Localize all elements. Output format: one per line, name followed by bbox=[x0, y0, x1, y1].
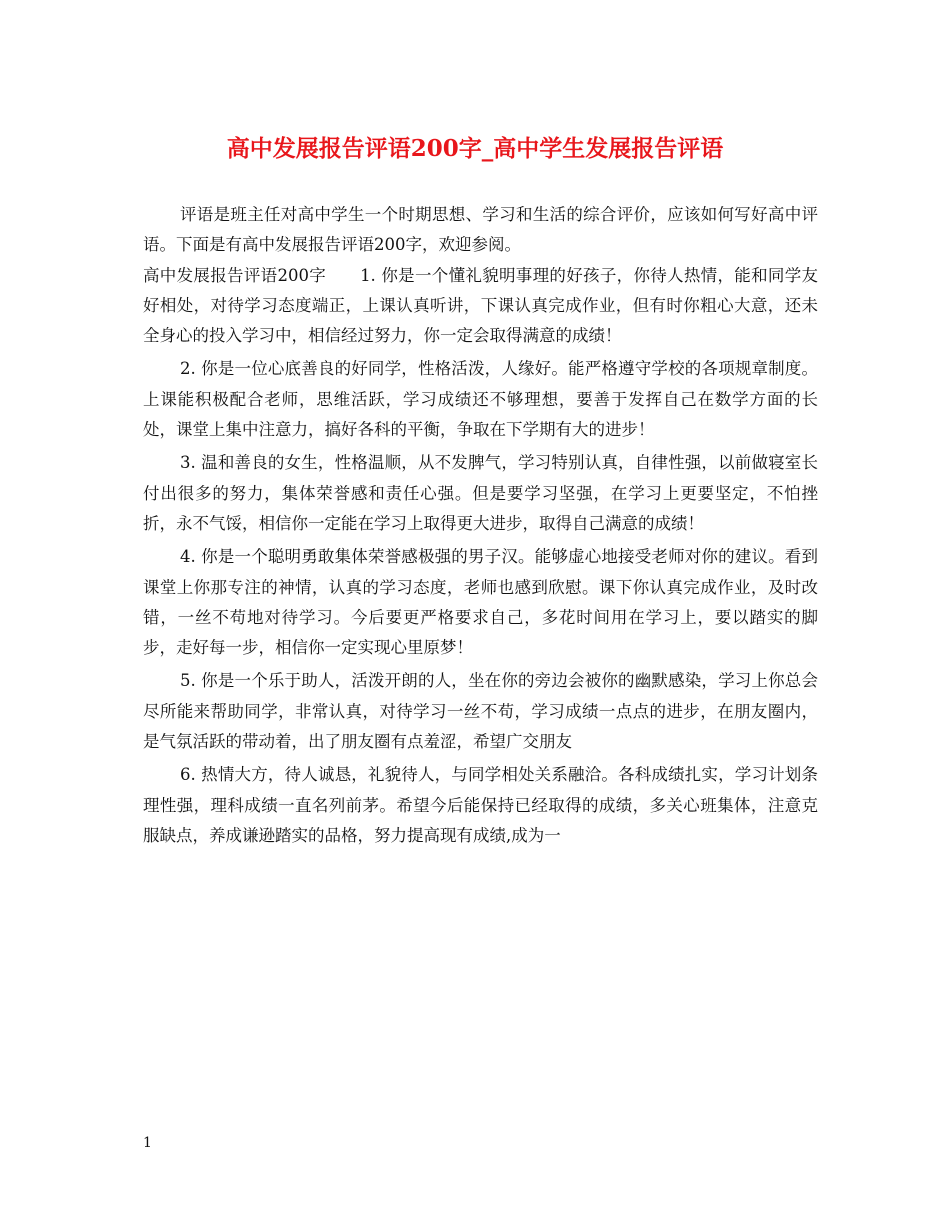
intro-paragraph: 评语是班主任对高中学生一个时期思想、学习和生活的综合评价，应该如何写好高中评语。下面是有高中发展报告评语200字，欢迎参阅。 bbox=[143, 205, 818, 255]
comment-4: 4. 你是一个聪明勇敢集体荣誉感极强的男子汉。能够虚心地接受老师对你的建议。看到课堂上你那专注的神情，认真的学习态度，老师也感到欣慰。课下你认真完成作业，及时改错，一丝不苟地对待学习。今后要更严格要求自己，多花时间用在学习上，要以踏实的脚步，走好每一步，相信你一定实现心里原梦！ bbox=[143, 547, 818, 658]
page-number: 1 bbox=[143, 1135, 152, 1151]
section-heading: 高中发展报告评语200字 bbox=[143, 265, 327, 285]
comment-6: 6. 热情大方，待人诚恳，礼貌待人，与同学相处关系融洽。各科成绩扎实，学习计划条理性强，理科成绩一直名列前茅。希望今后能保持已经取得的成绩，多关心班集体，注意克服缺点，养成谦逊踏实的品格，努力提高现有成绩,成为一 bbox=[143, 765, 818, 845]
document-body bbox=[143, 200, 818, 854]
document-title: 高中发展报告评语200字_高中学生发展报告评语 bbox=[226, 135, 724, 162]
comment-2: 2. 你是一位心底善良的好同学，性格活泼，人缘好。能严格遵守学校的各项规章制度。上课能积极配合老师，思维活跃，学习成绩还不够理想，要善于发挥自己在数学方面的长处，课堂上集中注意力，搞好各科的平衡，争取在下学期有大的进步！ bbox=[143, 359, 818, 440]
comment-5: 5. 你是一个乐于助人，活泼开朗的人，坐在你的旁边会被你的幽默感染，学习上你总会尽所能来帮助同学，非常认真，对待学习一丝不苟，学习成绩一点点的进步，在朋友圈内，是气氛活跃的带动着，出了朋友圈有点羞涩，希望广交朋友 bbox=[143, 671, 818, 752]
comment-3: 3. 温和善良的女生，性格温顺，从不发脾气，学习特别认真，自律性强，以前做寝室长付出很多的努力，集体荣誉感和责任心强。但是要学习坚强，在学习上更要坚定，不怕挫折，永不气馁，相信你一定能在学习上取得更大进步，取得自己满意的成绩！ bbox=[143, 453, 818, 533]
first-comment-paragraph bbox=[143, 261, 818, 352]
comment-1: 1. 你是一个懂礼貌明事理的好孩子，你待人热情，能和同学友好相处，对待学习态度端正，上课认真听讲，下课认真完成作业，但有时你粗心大意，还未全身心的投入学习中，相信经过努力，你一定会取得满意的成绩！ bbox=[143, 265, 818, 346]
